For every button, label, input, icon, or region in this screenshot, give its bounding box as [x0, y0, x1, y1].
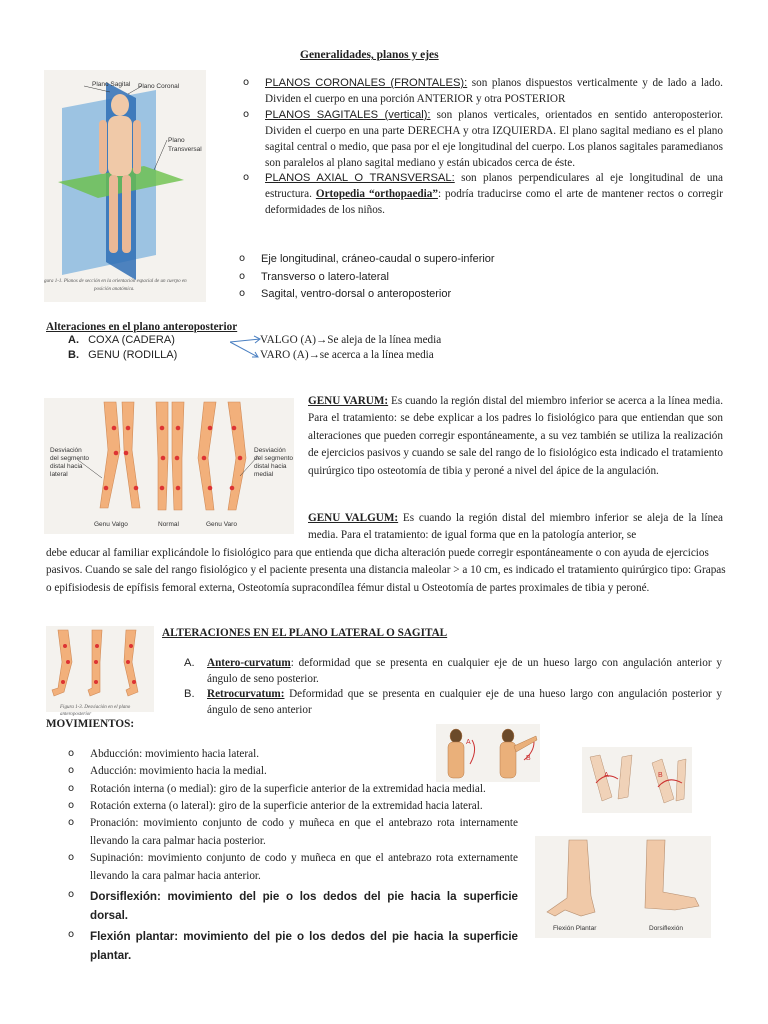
- list-item: o Rotación interna (o medial): giro de la superficie anterior de la extremidad hacia medial.: [68, 782, 486, 795]
- list-item: o PLANOS CORONALES (FRONTALES): son planos dispuestos verticalmente y de lado a lado. Dividen el cuerpo en una porción ANTERIOR y otra POSTERIOR: [243, 77, 723, 105]
- list-item: o Pronación: movimiento conjunto de codo y muñeca en que el antebrazo rota internamente llevando la cara palmar hacia posterior.: [68, 817, 518, 847]
- label-a: A: [604, 772, 609, 779]
- list-item: o PLANOS SAGITALES (vertical): son planos verticales, orientados en sentido anteroposterior. Dividen el cuerpo en una parte DERECHA y otra IZQUIERDA. El plano sagital mediano es el plano sagital central o medio, que pasa por el eje longitudinal del cuerpo. Los planos sagitales paramedianos son paralelos al plano sagital mediano y están ubicados cerca de éste.: [243, 108, 723, 169]
- section-heading-lateral: ALTERACIONES EN EL PLANO LATERAL O SAGITAL: [162, 627, 448, 639]
- lateral-figure-caption: Figura 1-3. Desviación en el plano anteroposterior: [60, 705, 131, 718]
- caption-genu-varo: Genu Varo: [206, 521, 237, 528]
- genu-varum-paragraph: GENU VARUM: Es cuando la región distal del miembro inferior se acerca a la línea media. Para el tratamiento: se debe explicar a los padres lo fisiológico para que entiendan que son alteraciones que pueden corregir espontáneamente, a su vez también se utiliza la realización de ejercicios pasivos y cuando se sale del rango de lo fisiológico esta indicado el tratamiento quirúrgico tipo osteotomía de tibia y peroné a nivel del ápice de la angulación.: [308, 395, 724, 477]
- genu-valgum-paragraph-full: debe educar al familiar explicándole lo fisiológico para que entienda que dicha alteración puede corregir espontáneamente o con ayuda de ejercicios pasivos. Cuando se sale del rango fisiológico y el paciente presenta una distancia maleolar > a 10 cm, es indicado el tratamiento quirúrgico tipo: Grapas o epifisiodesis de epífisis femoral externa, Osteotomía supracondílea fémur distal u Osteotomía de partes proximales de tibia y peroné.: [46, 547, 726, 594]
- figure-caption-1: gura 1-1. Planos de sección en la orientación espacial de un cuerpo en: [44, 279, 187, 284]
- label-dorsiflexion: Dorsiflexión: [649, 925, 683, 932]
- term: GENU VALGUM:: [308, 512, 399, 524]
- lateral-item-b: B. Retrocurvatum: Deformidad que se presenta en cualquier eje de una hueso largo con angulación posterior y ángulo de seno anterior: [184, 688, 722, 716]
- abduction-figure: [436, 724, 540, 782]
- foot-figure: [535, 836, 711, 938]
- list-item: o Flexión plantar: movimiento del pie o los dedos del pie hacia la superficie plantar.: [68, 929, 518, 963]
- antero-item-a: A. COXA (CADERA): [68, 334, 175, 346]
- result-varo: VARO (A)→se acerca a la línea media: [260, 349, 434, 361]
- list-item: o PLANOS AXIAL O TRANSVERSAL: son planos perpendiculares al eje longitudinal de una estructura. Ortopedia “orthopaedia”: podría traducirse como el arte de mantener rectos o corregir deformidades de los niños.: [243, 172, 723, 217]
- term: PLANOS SAGITALES (vertical):: [265, 108, 431, 121]
- axes-list: [239, 251, 711, 304]
- term: PLANOS AXIAL O TRANSVERSAL:: [265, 172, 455, 185]
- caption-genu-valgo: Genu Valgo: [94, 521, 128, 528]
- list-item: o Abducción: movimiento hacia lateral.: [68, 748, 259, 760]
- label-plano-coronal: Plano Coronal: [138, 83, 180, 90]
- list-item: o Transverso o latero-lateral: [239, 270, 389, 283]
- list-item: o Sagital, ventro-dorsal o anteroposterior: [239, 288, 452, 301]
- bullet-marker: o: [243, 108, 250, 120]
- term: GENU VARUM:: [308, 395, 389, 407]
- label-b: B: [526, 755, 531, 762]
- lateral-item-a: A. Antero-curvatum: deformidad que se presenta en cualquier eje de un hueso largo con angulación anterior y ángulo de seno posterior.: [184, 657, 722, 685]
- bullet-marker: o: [243, 77, 250, 88]
- rotation-figure: [582, 747, 692, 813]
- label-plano-sagital: Plano Sagital: [92, 81, 131, 88]
- planes-list: [243, 76, 723, 219]
- term: PLANOS CORONALES (FRONTALES):: [265, 77, 468, 89]
- result-valgo: VALGO (A)→Se aleja de la línea media: [260, 334, 442, 346]
- section-heading-movimientos: MOVIMIENTOS:: [46, 718, 135, 730]
- lateral-figure: [46, 626, 154, 718]
- arrows-icon: [230, 335, 264, 367]
- antero-item-b: B. GENU (RODILLA): [68, 349, 178, 361]
- page-title: Generalidades, planos y ejes: [300, 49, 439, 61]
- rotation-illustration: [582, 747, 692, 813]
- bullet-marker: o: [243, 172, 250, 184]
- body-planes-illustration: [44, 70, 206, 302]
- caption-normal: Normal: [158, 521, 179, 528]
- list-item: o Rotación externa (o lateral): giro de la superficie anterior de la extremidad hacia lateral.: [68, 800, 483, 813]
- term: Retrocurvatum:: [207, 688, 285, 700]
- term: Ortopedia “orthopaedia”: [315, 188, 438, 201]
- label-flexion-plantar: Flexión Plantar: [553, 925, 597, 932]
- term: Antero-curvatum: [207, 657, 291, 669]
- label-b: B: [658, 772, 663, 779]
- lateral-legs-illustration: [46, 626, 154, 704]
- list-item: o Aducción: movimiento hacia la medial.: [68, 765, 267, 778]
- abduction-illustration: [436, 724, 540, 782]
- label-a: A: [466, 739, 471, 746]
- section-heading-anteroposterior: Alteraciones en el plano anteroposterior: [46, 321, 238, 333]
- label-plano-transversal-2: Transversal: [168, 146, 202, 153]
- body-planes-figure: [44, 70, 206, 302]
- genu-figure: Desviación del segmento distal hacia lateral Desviación del segmento distal hacia medial Genu Valgo Normal Genu Varo: [44, 398, 294, 534]
- genu-valgum-paragraph-right: GENU VALGUM: Es cuando la región distal del miembro inferior se aleja de la línea media. Para el tratamiento: de igual forma que en la patología anterior, se: [308, 512, 723, 542]
- foot-illustration: [535, 836, 711, 924]
- list-item: o Eje longitudinal, cráneo-caudal o supero-inferior: [239, 253, 495, 265]
- list-item: o Supinación: movimiento conjunto de codo y muñeca en que el antebrazo rota externamente llevando la cara palmar hacia anterior.: [68, 852, 518, 882]
- list-item: o Dorsiflexión: movimiento del pie o los dedos del pie hacia la superficie dorsal.: [68, 888, 518, 922]
- figure-caption-2: posición anatómica.: [94, 287, 135, 292]
- label-plano-transversal-1: Plano: [168, 137, 185, 144]
